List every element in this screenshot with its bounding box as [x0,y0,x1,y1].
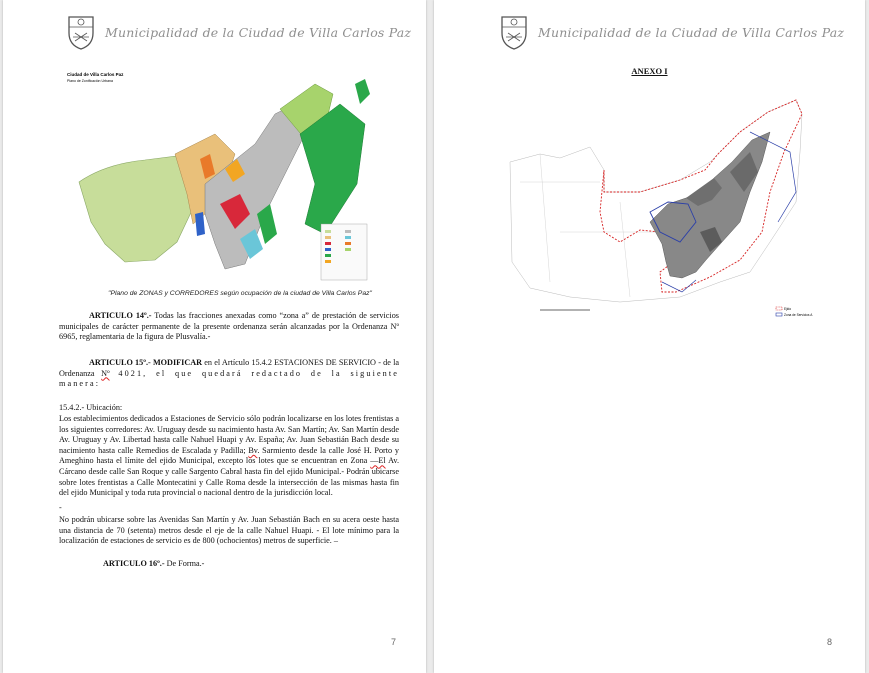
map-title-line1: Ciudad de Villa Carlos Paz [67,72,124,77]
municipal-crest-icon [498,13,530,51]
zoning-map-image [65,64,375,286]
map-caption: "Plano de ZONAS y CORREDORES según ocupación de la ciudad de Villa Carlos Paz" [108,290,372,297]
page-number: 8 [827,637,833,647]
article-14-label: ARTICULO 14º.- [89,311,152,320]
page-number: 7 [391,637,397,647]
document-page-7 [3,0,426,673]
map-title-line2: Plano de Zonificación Urbana [67,79,113,83]
para1-part-c: Av. Cárcano desde calle San Roque y calle Sargento Cabral hasta fin del ejido Municipal.- Podrán ubicarse sobre lotes frentistas a Calle Montecatini y Calle Roma desde la intersección de las mismas hasta fin del ejido Municipal y toda ruta provincial o nacional dentro de la jurisdicción local. [59,456,399,498]
article-15-label: ARTICULO 15º.- MODIFICAR [89,358,203,367]
para1-bv: Bv [248,445,258,455]
para1-part-b: . Sarmiento desde la calle José H. Porto y Ameghino hasta el límite del ejido Municipal, excepto los lotes que se encuentran en Zona [59,445,399,466]
subsection-title: 15.4.2.- Ubicación: [59,403,123,412]
page-header [65,12,411,52]
dash-line: - [59,503,62,512]
article-14-text: Todas las fracciones anexadas como “zona a” de prestación de servicios municipales de carácter permanente de la presente ordenanza serán alcanzadas por la Ordenanza Nº 6965, reglamentaria de la figura de Plusvalía.- [59,311,399,342]
article-16-paragraph [59,559,399,570]
page-header [498,12,844,52]
document-page-8 [434,0,865,673]
header-title: Municipalidad de la Ciudad de Villa Carlos Paz [538,24,845,40]
legend-ejido: Ejido [784,307,792,311]
ejido-boundary-map-image [500,92,824,324]
article-14-paragraph [59,311,399,343]
article-15-nro: Nº [101,368,110,378]
municipal-crest-icon [65,13,97,51]
article-16-label: ARTICULO 16º.- [103,559,165,568]
article-15-text-b: 4021, el que quedará redactado de la siguiente manera: [59,368,399,389]
anexo-title: ANEXO I [631,66,668,76]
header-title: Municipalidad de la Ciudad de Villa Carlos Paz [105,24,412,40]
article-15-paragraph [59,358,399,390]
para1-el: —El [370,456,386,466]
legend-zona-servicios: Zona de Servicios A [784,313,813,317]
article-16-text: De Forma.- [164,559,205,568]
ubicacion-paragraph-2: No podrán ubicarse sobre las Avenidas San Martín y Av. Juan Sebastián Bach en su acera oeste hasta una distancia de 70 (setenta) metros desde el eje de la calle Nahuel Huapi. - El lote mínimo para la localización de estaciones de servicio es de 800 (ochocientos) metros de superficie. – [59,515,399,546]
article-15-text-a: en el Artículo 15.4.2 ESTACIONES DE SERVICIO - de la Ordenanza [59,358,399,378]
para1-part-a: Los establecimientos dedicados a Estaciones de Servicio sólo podrán localizarse en los lotes frentistas a los siguientes corredores: Av. Uruguay desde su nacimiento hasta Av. San Martín; Av. San Martín desde Av. Uruguay y Av. Libertad hasta calle Nahuel Huapi y Av. España; Av. Juan Sebastián Bach desde su nacimiento hasta calle Remedios de Escalada y Padilla; [59,414,399,455]
ubicacion-paragraph-1 [59,414,399,499]
